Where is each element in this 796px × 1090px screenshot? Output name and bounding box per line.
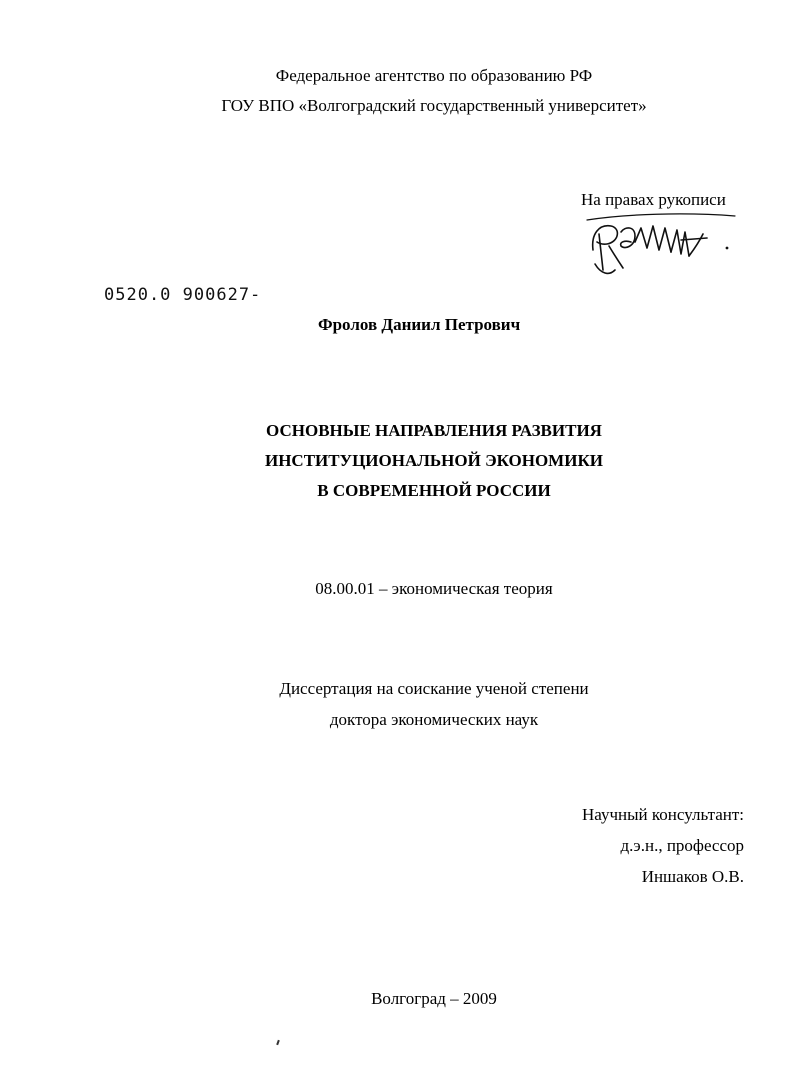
title-line: ОСНОВНЫЕ НАПРАВЛЕНИЯ РАЗВИТИЯ <box>266 421 602 440</box>
degree-line: Диссертация на соискание ученой степени <box>279 679 589 698</box>
scientific-consultant <box>582 799 744 892</box>
handwritten-signature <box>585 212 745 282</box>
degree-statement <box>36 673 796 735</box>
scan-speck <box>276 1040 280 1045</box>
dissertation-title <box>36 416 796 506</box>
degree-line: доктора экономических наук <box>329 710 539 729</box>
title-line: В СОВРЕМЕННОЙ РОССИИ <box>317 481 551 500</box>
library-stamp-number: 0520.0 900627- <box>104 285 262 305</box>
university-line: ГОУ ВПО «Волгоградский государственный университет» <box>221 96 647 115</box>
consultant-degree: д.э.н., профессор <box>620 836 744 855</box>
consultant-label: Научный консультант: <box>582 805 744 824</box>
consultant-name: Иншаков О.В. <box>641 867 744 886</box>
title-line: ИНСТИТУЦИОНАЛЬНОЙ ЭКОНОМИКИ <box>264 451 604 470</box>
agency-line: Федеральное агентство по образованию РФ <box>275 66 593 85</box>
city-year: Волгоград – 2009 <box>371 989 497 1008</box>
rights-note: На правах рукописи <box>581 190 726 209</box>
author-name: Фролов Даниил Петрович <box>318 315 521 334</box>
specialty-code: 08.00.01 – экономическая теория <box>315 579 553 598</box>
